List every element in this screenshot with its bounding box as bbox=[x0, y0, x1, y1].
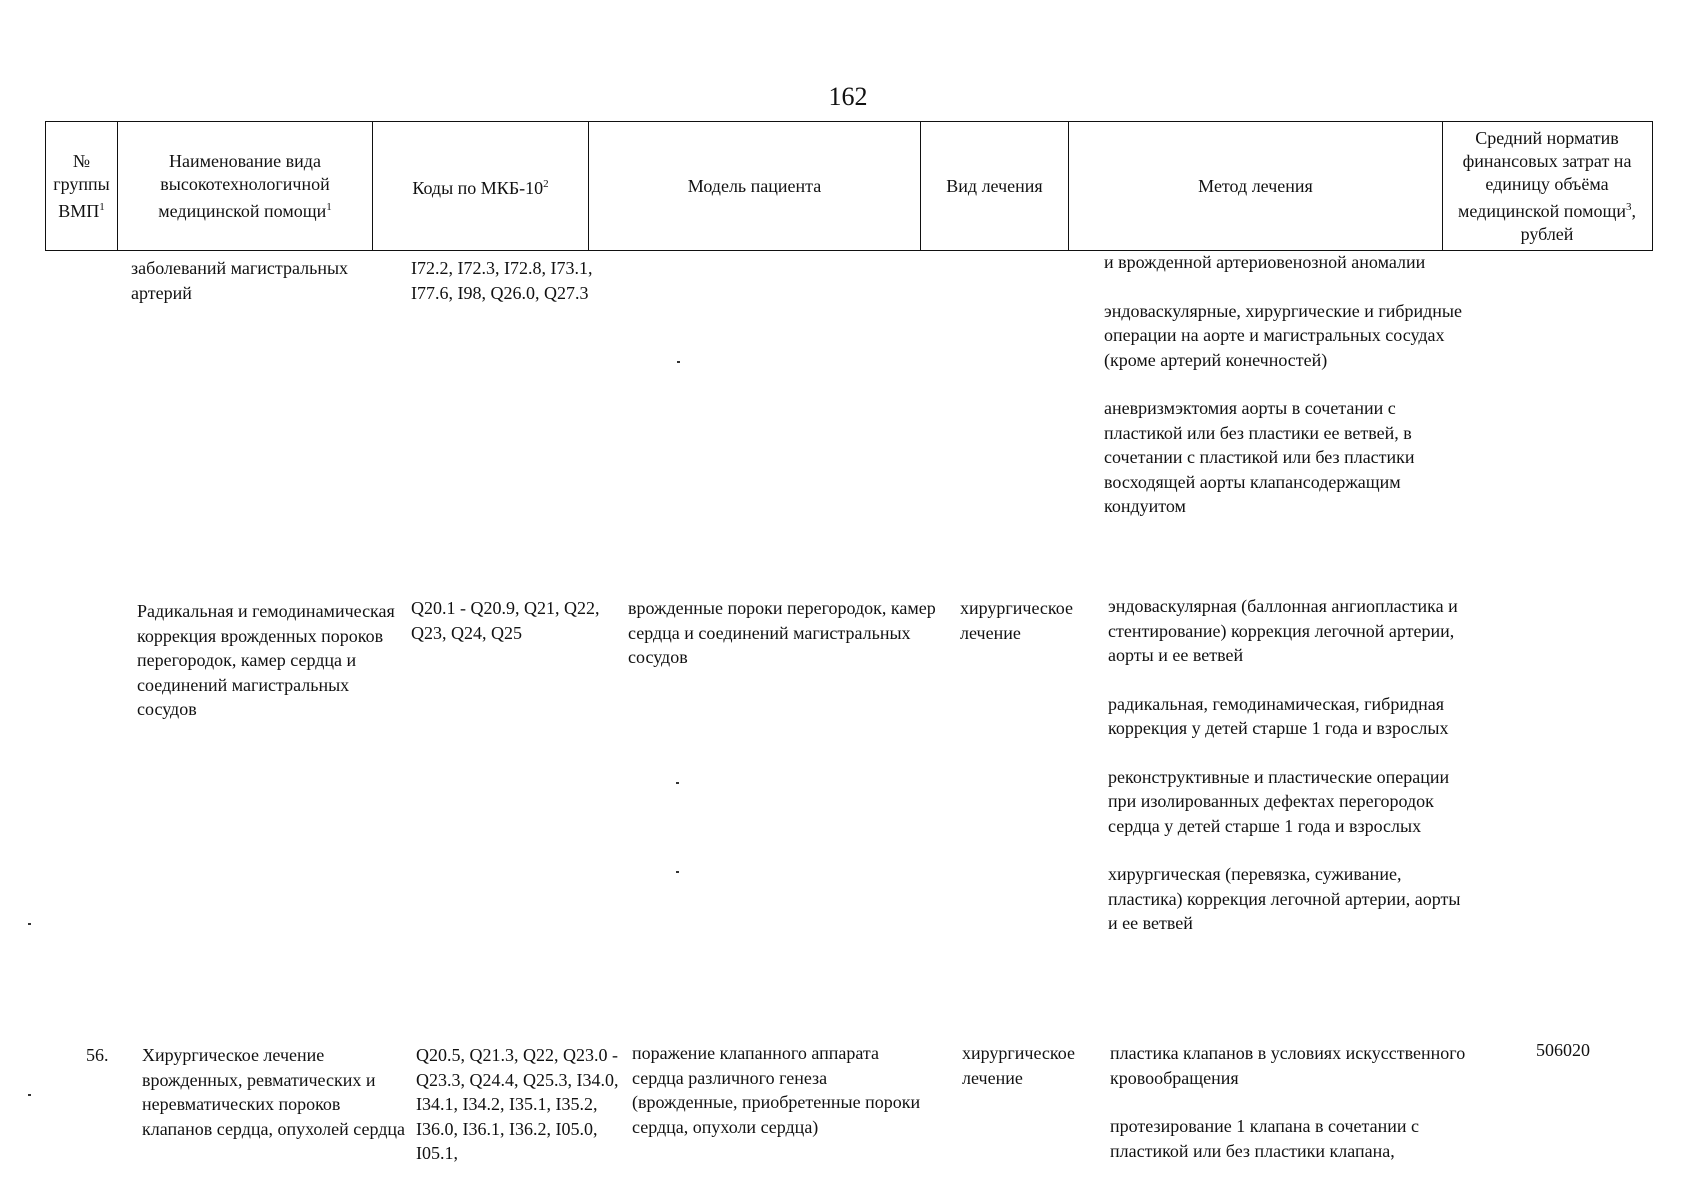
method-item: реконструктивные и пластические операции при изолированных дефектах перегородок сердца у детей старше 1 года и взрослых bbox=[1108, 766, 1450, 836]
row-1-treatment: хирургическое лечение bbox=[960, 598, 1073, 643]
row-0-methods bbox=[1104, 250, 1474, 519]
scan-speck bbox=[28, 923, 31, 925]
method-item: эндоваскулярные, хирургические и гибридные операции на аорте и магистральных сосудах (кроме артерий конечностей) bbox=[1104, 300, 1463, 370]
row-2-treatment: хирургическое лечение bbox=[962, 1043, 1075, 1088]
row-0-icd: I72.2, I72.3, I72.8, I73.1, I77.6, I98, Q26.0, Q27.3 bbox=[411, 258, 593, 303]
scan-speck bbox=[28, 1094, 31, 1096]
row-1-name: Радикальная и гемодинамическая коррекция врожденных пороков перегородок, камер сердца и соединений магистральных сосудов bbox=[137, 601, 395, 719]
method-item: и врожденной артериовенозной аномалии bbox=[1104, 252, 1426, 272]
column-header-method: Метод лечения bbox=[1069, 122, 1443, 250]
column-header-group-no: № группы ВМП$^1$ bbox=[46, 122, 118, 250]
row-2-icd: Q20.5, Q21.3, Q22, Q23.0 - Q23.3, Q24.4, Q25.3, I34.0, I34.1, I34.2, I35.1, I35.2, I36.0, I36.1, I36.2, I05.0, I05.1, bbox=[416, 1045, 619, 1163]
method-item: хирургическая (перевязка, суживание, пластика) коррекция легочной артерии, аорты и ее ветвей bbox=[1108, 864, 1461, 933]
row-1-methods bbox=[1108, 594, 1474, 936]
method-item: пластика клапанов в условиях искусственного кровообращения bbox=[1110, 1043, 1466, 1088]
method-item: аневризмэктомия аорты в сочетании с пластикой или без пластики ее ветвей, в сочетании с пластикой или без пластики восходящей аорты клапансодержащим кондуитом bbox=[1104, 398, 1415, 516]
method-item: радикальная, гемодинамическая, гибридная коррекция у детей старше 1 года и взрослых bbox=[1108, 693, 1449, 738]
method-item: эндоваскулярная (баллонная ангиопластика и стентирование) коррекция легочной артерии, аорты и ее ветвей bbox=[1108, 596, 1458, 665]
table-header bbox=[45, 121, 1653, 251]
row-1-icd: Q20.1 - Q20.9, Q21, Q22, Q23, Q24, Q25 bbox=[411, 598, 600, 643]
scan-speck bbox=[677, 361, 680, 363]
row-2-cost: 506020 bbox=[1536, 1040, 1590, 1060]
row-2-group-no: 56. bbox=[86, 1045, 109, 1065]
column-header-model: Модель пациента bbox=[589, 122, 921, 250]
row-2-model: поражение клапанного аппарата сердца различного генеза (врожденные, приобретенные пороки сердца, опухоли сердца) bbox=[632, 1043, 921, 1137]
scan-speck bbox=[676, 782, 679, 784]
column-header-name: Наименование вида высокотехнологичной медицинской помощи$^1$ bbox=[118, 122, 373, 250]
row-2-name: Хирургическое лечение врожденных, ревматических и неревматических пороков клапанов сердца, опухолей сердца bbox=[142, 1045, 406, 1139]
row-2-methods bbox=[1110, 1041, 1480, 1163]
method-item: протезирование 1 клапана в сочетании с пластикой или без пластики клапана, bbox=[1110, 1116, 1419, 1161]
scan-speck bbox=[676, 871, 679, 873]
row-1-model: врожденные пороки перегородок, камер сердца и соединений магистральных сосудов bbox=[628, 598, 936, 667]
column-header-treatment-type: Вид лечения bbox=[921, 122, 1069, 250]
page-number: 162 bbox=[828, 82, 868, 111]
row-0-name: заболеваний магистральных артерий bbox=[131, 258, 349, 303]
column-header-icd: Коды по МКБ-$10^2$ bbox=[373, 122, 589, 250]
column-header-cost: Средний норматив финансовых затрат на единицу объёма медицинской помощи$^3$, рублей bbox=[1458, 127, 1636, 244]
